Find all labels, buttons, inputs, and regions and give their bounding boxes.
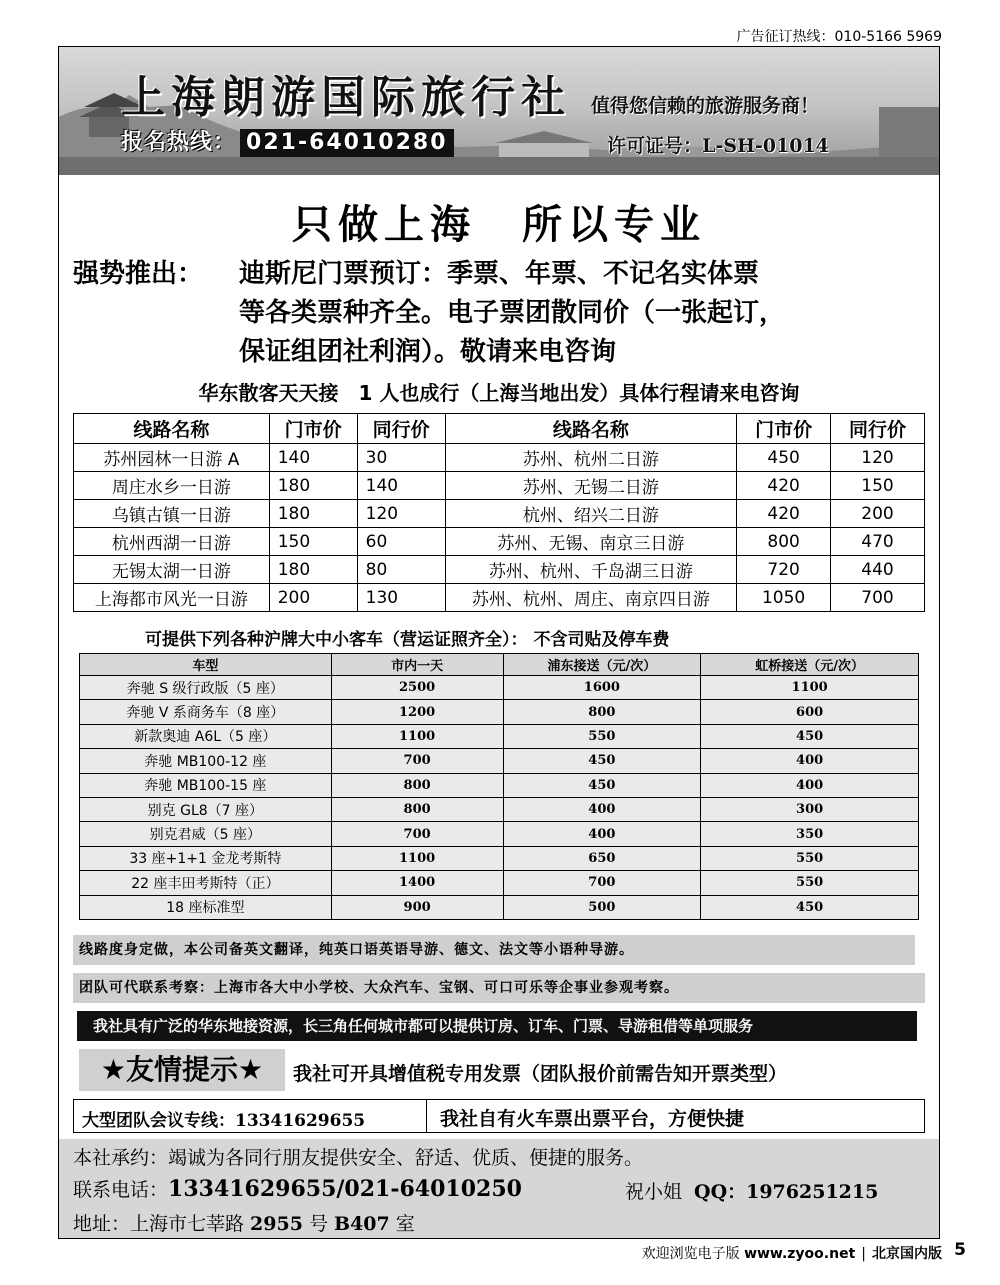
edition-label: 北京国内版 [872,1246,942,1262]
meeting-hotline [82,1106,365,1131]
price-cell: 470 [831,528,925,556]
vehicle-type-cell: 奔驰 MB100-15 座 [80,773,332,797]
column-header: 浦东接送（元/次） [503,654,701,676]
car-rental-heading [145,625,670,650]
table-row [74,584,925,612]
price-cell: 400 [701,773,919,797]
route-name-cell: 乌镇古镇一日游 [74,500,270,528]
table-row [80,676,919,700]
price-cell: 450 [701,895,919,919]
ad-hotline: 广告征订热线：010-5166 5969 [736,29,942,45]
vehicle-type-cell: 18 座标准型 [80,895,332,919]
table-row [80,749,919,773]
price-cell: 1100 [331,724,503,748]
column-header: 线路名称 [445,414,737,444]
table-row [80,895,919,919]
price-cell: 450 [503,773,701,797]
vehicle-type-cell: 别克 GL8（7 座） [80,797,332,821]
table-row [74,444,925,472]
promo-lead: 强势推出： [73,259,204,289]
price-cell: 200 [831,500,925,528]
visit-arrangement-note: 团队可代联系考察：上海市各大中小学校、大众汽车、宝钢、可口可乐等企事业参观考察。 [73,973,925,1003]
price-cell: 1400 [331,871,503,895]
promo-lines [239,255,929,372]
price-cell: 30 [357,444,445,472]
price-cell: 400 [503,822,701,846]
price-cell: 150 [831,472,925,500]
price-cell: 550 [701,871,919,895]
price-cell: 800 [503,700,701,724]
price-cell: 80 [357,556,445,584]
route-name-cell: 周庄水乡一日游 [74,472,270,500]
column-header: 虹桥接送（元/次） [701,654,919,676]
address-number: 2955 [250,1213,303,1235]
page-footer [642,1243,942,1263]
vehicle-type-cell: 33 座+1+1 金龙考斯特 [80,846,332,870]
train-ticket-note: 我社自有火车票出票平台，方便快捷 [440,1108,745,1130]
price-cell: 180 [269,556,357,584]
table-row [74,556,925,584]
price-cell: 400 [701,749,919,773]
route-name-cell: 无锡太湖一日游 [74,556,270,584]
promo-line: 保证组团社利润）。敬请来电咨询 [239,337,617,367]
price-cell: 800 [331,797,503,821]
contact-name: 祝小姐 [625,1181,683,1203]
table-row [74,500,925,528]
contact-label: 联系电话： [73,1179,169,1201]
price-cell: 800 [737,528,831,556]
license-number: 许可证号：L-SH-01014 [607,135,829,157]
table-row [80,724,919,748]
price-cell: 180 [269,500,357,528]
price-cell: 450 [701,724,919,748]
price-cell: 700 [331,822,503,846]
price-cell: 650 [503,846,701,870]
column-header: 门市价 [269,414,357,444]
price-cell: 700 [503,871,701,895]
local-resources-banner: 我社具有广泛的华东地接资源，长三角任何城市都可以提供订房、订车、门票、导游租借等单项服务 [77,1011,917,1041]
price-cell: 120 [831,444,925,472]
separator: | [861,1246,866,1262]
price-cell: 550 [701,846,919,870]
divider [426,1100,427,1132]
price-cell: 140 [269,444,357,472]
routes-table [73,413,925,612]
column-header: 线路名称 [74,414,270,444]
price-cell: 60 [357,528,445,556]
route-name-cell: 苏州、无锡、南京三日游 [445,528,737,556]
price-cell: 500 [503,895,701,919]
price-cell: 450 [737,444,831,472]
price-cell: 420 [737,500,831,528]
table-row [80,822,919,846]
contact-qq: QQ：1976251215 [694,1181,879,1203]
friendly-tip-label: ★友情提示★ [79,1049,285,1091]
hotline-label: 报名热线： [121,130,237,155]
commitment: 本社承约：竭诚为各同行朋友提供安全、舒适、优质、便捷的服务。 [73,1147,644,1169]
vehicle-type-cell: 奔驰 MB100-12 座 [80,749,332,773]
address-mid: 号 [302,1213,335,1235]
price-cell: 130 [357,584,445,612]
price-cell: 800 [331,773,503,797]
column-header: 同行价 [357,414,445,444]
route-name-cell: 杭州、绍兴二日游 [445,500,737,528]
promo-line: 等各类票种齐全。电子票团散同价（一张起订， [239,298,786,328]
address-tail: 室 [389,1213,415,1235]
welcome-text: 欢迎浏览电子版 [641,1246,745,1262]
route-name-cell: 苏州园林一日游 A [74,444,270,472]
price-cell: 700 [331,749,503,773]
price-cell: 400 [503,797,701,821]
banner [59,47,939,175]
route-name-cell: 上海都市风光一日游 [74,584,270,612]
website-link[interactable]: www.zyoo.net [744,1246,856,1262]
price-cell: 120 [357,500,445,528]
address-room: B407 [334,1213,390,1235]
contact-numbers: 13341629655/021-64010250 [168,1176,522,1202]
route-name-cell: 杭州西湖一日游 [74,528,270,556]
price-cell: 700 [831,584,925,612]
price-cell: 1200 [331,700,503,724]
price-cell: 140 [357,472,445,500]
column-header: 同行价 [831,414,925,444]
slogan: 值得您信赖的旅游服务商！ [591,95,820,117]
promo-line: 迪斯尼门票预订：季票、年票、不记名实体票 [239,259,760,289]
table-row [74,528,925,556]
ad-frame [58,46,940,1239]
price-cell: 1600 [503,676,701,700]
invoice-tip: 我社可开具增值税专用发票（团队报价前需告知开票类型） [293,1063,788,1085]
address-label: 地址：上海市七莘路 [73,1213,251,1235]
table-row [80,797,919,821]
car-rental-note: 不含司贴及停车费 [533,630,670,650]
address [73,1209,415,1236]
price-cell: 1050 [737,584,831,612]
vehicle-type-cell: 新款奥迪 A6L（5 座） [80,724,332,748]
table-row [80,700,919,724]
routes-header-row [74,414,925,444]
price-cell: 180 [269,472,357,500]
price-cell: 720 [737,556,831,584]
meeting-hotline-phone: 13341629655 [235,1111,366,1131]
price-cell: 300 [701,797,919,821]
table-row [80,871,919,895]
price-cell: 200 [269,584,357,612]
price-cell: 150 [269,528,357,556]
price-cell: 350 [701,822,919,846]
info-box [73,1099,925,1133]
price-cell: 1100 [701,676,919,700]
meeting-hotline-label: 大型团队会议专线： [82,1111,235,1131]
car-rental-title: 可提供下列各种沪牌大中小客车（营运证照齐全）： [145,630,528,650]
price-cell: 550 [503,724,701,748]
price-cell: 1100 [331,846,503,870]
contact-person [625,1177,878,1204]
price-cell: 900 [331,895,503,919]
vehicle-type-cell: 22 座丰田考斯特（正） [80,871,332,895]
route-name-cell: 苏州、杭州、周庄、南京四日游 [445,584,737,612]
column-header: 车型 [80,654,332,676]
page-number: 5 [954,1240,966,1260]
contact-block [59,1139,939,1239]
price-cell: 600 [701,700,919,724]
signup-hotline [121,129,454,157]
vehicle-type-cell: 奔驰 V 系商务车（8 座） [80,700,332,724]
route-name-cell: 苏州、杭州、千岛湖三日游 [445,556,737,584]
hotline-number: 021-64010280 [240,129,454,157]
price-cell: 440 [831,556,925,584]
route-name-cell: 苏州、无锡二日游 [445,472,737,500]
contact-phones [73,1175,522,1202]
vehicle-type-cell: 奔驰 S 级行政版（5 座） [80,676,332,700]
cars-header-row [80,654,919,676]
column-header: 门市价 [737,414,831,444]
table-row [80,846,919,870]
brand-name: 上海朗游国际旅行社 [121,72,571,123]
daily-tours-heading: 华东散客天天接 1 人也成行（上海当地出发）具体行程请来电咨询 [198,381,800,405]
table-row [80,773,919,797]
price-cell: 2500 [331,676,503,700]
vehicle-type-cell: 别克君威（5 座） [80,822,332,846]
price-cell: 420 [737,472,831,500]
price-cell: 450 [503,749,701,773]
custom-route-note: 线路度身定做，本公司备英文翻译，纯英口语英语导游、德文、法文等小语种导游。 [73,935,915,965]
table-row [74,472,925,500]
car-rental-table [79,653,919,920]
route-name-cell: 苏州、杭州二日游 [445,444,737,472]
column-header: 市内一天 [331,654,503,676]
motto: 只做上海 所以专业 [292,201,706,248]
